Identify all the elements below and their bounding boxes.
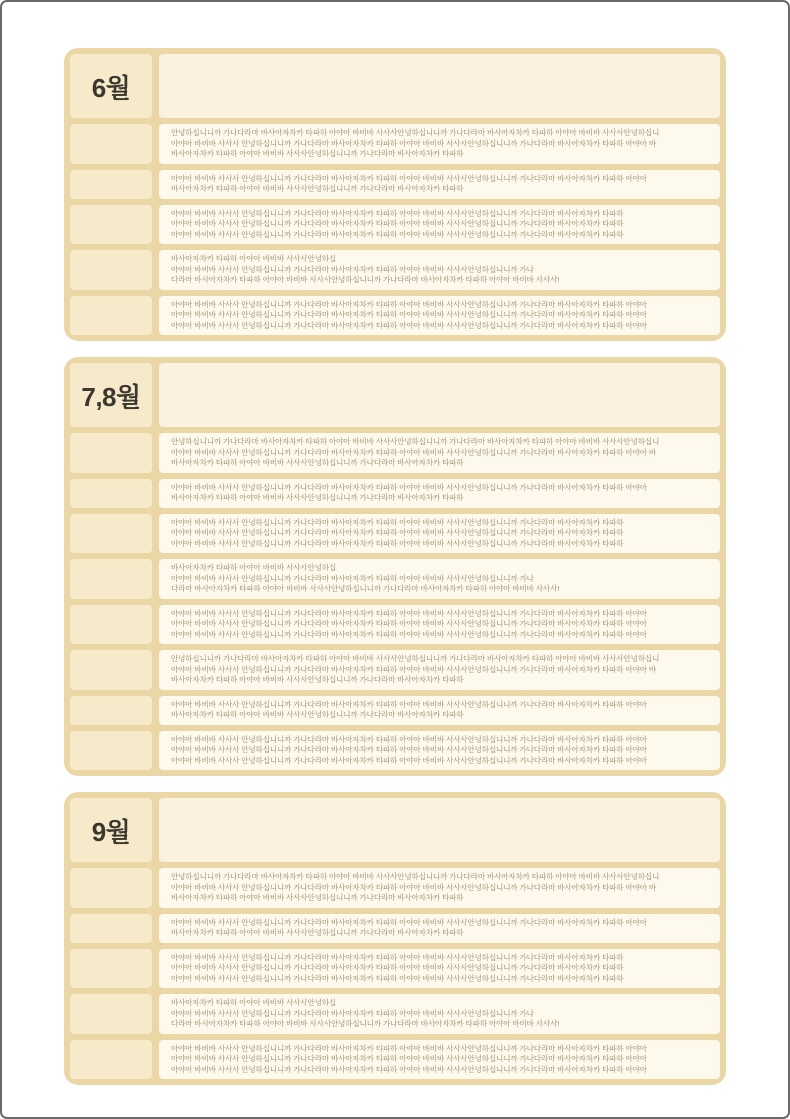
month-card-july-august: [64, 357, 726, 776]
table-row: [70, 650, 720, 690]
row-label-cell: [70, 696, 152, 725]
row-label-cell: [70, 205, 152, 245]
row-label-cell: [70, 949, 152, 989]
text-line: 아야아 바비바 사사사 안녕하십니니까 가나다라마 바사아자차카 타파하 아야아 바비바 사사사안녕하십니니까 가나다라마 바사아자차카 타파하 아야아: [171, 745, 647, 754]
text-line: 아야아 바비바 사사사 안녕하십니니까 가나다라마 바사아자차카 타파하 아야아 바비바 사사사안녕하십니니까 가나다라마 바사아자차카 타파하 아야아: [171, 629, 647, 639]
table-row: [70, 731, 720, 771]
text-line: 아야아 바비바 사사사 안녕하십니니까 가나다라마 바사아자차카 타파하 아야아 바비바 사사사안녕하십니니까 가나다라마 바사아자차카 타파하 아야아: [171, 299, 647, 309]
row-text-cell: [159, 731, 720, 771]
text-line: 바사아자차카 타파하 아야아 바비바 사사사안녕하십: [171, 254, 337, 263]
table-row: [70, 296, 720, 336]
table-row: [70, 914, 720, 943]
text-line: 아야아 바비바 사사사 안녕하십니니까 가나다라마 바사아자차카 타파하 아야아 바비바 사사사안녕하십니니까 가나다라마 바사아자차카 타파하: [171, 229, 624, 239]
row-label-cell: [70, 559, 152, 599]
text-line: 바사아자차카 타파하 아야아 바비바 사사사안녕하십니니까 가나다라마 바사아자차카 타파하: [171, 493, 464, 502]
table-row: [70, 605, 720, 645]
text-line: 바사아자차카 타파하 아야아 바비바 사사사안녕하십니니까 가나다라마 바사아자차카 타파하: [171, 675, 464, 684]
row-label-cell: [70, 914, 152, 943]
text-line: 바사아자차카 타파하 아야아 바비바 사사사안녕하십: [171, 998, 337, 1007]
text-line: 아야아 바비바 사사사 안녕하십니니까 가나다라마 바사아자차카 타파하 아야아 바비바 사사사안녕하십니니까 가나다라마 바사아자차카 타파하 아야아: [171, 608, 647, 618]
row-text-cell: [159, 124, 720, 164]
month-header-row: [70, 54, 720, 118]
text-line: 아야아 바비바 사사사 안녕하십니니까 가나다라마 바사아자차카 타파하 아야아 바비바 사사사안녕하십니니까 가나다라마 바사아자차카 타파하 아야아: [171, 1054, 647, 1063]
row-text-cell: [159, 250, 720, 290]
table-row: [70, 1040, 720, 1080]
row-text-cell: [159, 559, 720, 599]
text-line: 안녕하십니니까 가나다라마 바사아자차카 타파하 아야아 바비바 사사사안녕하십니니까 가나다라마 바사아자차카 타파하 아야아 바비바 사사사안녕하십니: [171, 128, 660, 137]
text-line: 바사아자차카 타파하 아야아 바비바 사사사안녕하십니니까 가나다라마 바사아자차카 타파하: [171, 458, 464, 467]
row-label-cell: [70, 650, 152, 690]
row-label-cell: [70, 170, 152, 199]
text-line: 아야아 바비바 사사사 안녕하십니니까 가나다라마 바사아자차카 타파하 아야아 바비바 사사사안녕하십니니까 가나다라마 바사아자차카 타파하: [171, 963, 624, 972]
text-line: 아야아 바비바 사사사 안녕하십니니까 가나다라마 바사아자차카 타파하 아야아 바비바 사사사안녕하십니니까 가나다라마 바사아자차카 타파하: [171, 952, 624, 962]
text-line: 안녕하십니니까 가나다라마 바사아자차카 타파하 아야아 바비바 사사사안녕하십니니까 가나다라마 바사아자차카 타파하 아야아 바비바 사사사안녕하십니: [171, 654, 660, 663]
month-header-row: [70, 363, 720, 427]
text-line: 아야아 바비바 사사사 안녕하십니니까 가나다라마 바사아자차카 타파하 아야아 바비바 사사사안녕하십니니까 가나: [171, 1008, 534, 1018]
table-row: [70, 514, 720, 554]
text-line: 아야아 바비바 사사사 안녕하십니니까 가나다라마 바사아자차카 타파하 아야아 바비바 사사사안녕하십니니까 가나다라마 바사아자차카 타파하 아야아: [171, 173, 647, 183]
month-header-spacer: [159, 798, 720, 862]
table-row: [70, 949, 720, 989]
row-text-cell: [159, 296, 720, 336]
text-line: 안녕하십니니까 가나다라마 바사아자차카 타파하 아야아 바비바 사사사안녕하십니니까 가나다라마 바사아자차카 타파하 아야아 바비바 사사사안녕하십니: [171, 437, 660, 446]
text-line: 아야아 바비바 사사사 안녕하십니니까 가나다라마 바사아자차카 타파하 아야아 바비바 사사사안녕하십니니까 가나: [171, 573, 534, 583]
text-line: 바사아자차카 타파하 아야아 바비바 사사사안녕하십니니까 가나다라마 바사아자차카 타파하: [171, 893, 464, 902]
row-text-cell: [159, 205, 720, 245]
month-header-spacer: [159, 363, 720, 427]
text-line: 아야아 바비바 사사사 안녕하십니니까 가나다라마 바사아자차카 타파하 아야아 바비바 사사사안녕하십니니까 가나다라마 바사아자차카 타파하 아야아: [171, 917, 647, 927]
text-line: 아야아 바비바 사사사 안녕하십니니까 가나다라마 바사아자차카 타파하 아야아 바비바 사사사안녕하십니니까 가나다라마 바사아자차카 타파하 아야아: [171, 734, 647, 744]
month-label: 6월: [70, 54, 152, 118]
table-row: [70, 433, 720, 473]
text-line: 아야아 바비바 사사사 안녕하십니니까 가나다라마 바사아자차카 타파하 아야아 바비바 사사사안녕하십니니까 가나: [171, 264, 534, 274]
month-label: 9월: [70, 798, 152, 862]
row-label-cell: [70, 479, 152, 508]
text-line: 바사아자차카 타파하 아야아 바비바 사사사안녕하십니니까 가나다라마 바사아자차카 타파하: [171, 928, 464, 937]
text-line: 바사아자차카 타파하 아야아 바비바 사사사안녕하십니니까 가나다라마 바사아자차카 타파하: [171, 149, 464, 158]
row-label-cell: [70, 250, 152, 290]
text-line: 아야아 바비바 사사사 안녕하십니니까 가나다라마 바사아자차카 타파하 아야아 바비바 사사사안녕하십니니까 가나다라마 바사아자차카 타파하 아야아 바: [171, 664, 657, 674]
text-line: 아야아 바비바 사사사 안녕하십니니까 가나다라마 바사아자차카 타파하 아야아 바비바 사사사안녕하십니니까 가나다라마 바사아자차카 타파하 아야아 바: [171, 447, 657, 457]
text-line: 바사아자차카 타파하 아야아 바비바 사사사안녕하십니니까 가나다라마 바사아자차카 타파하: [171, 710, 464, 719]
month-header-spacer: [159, 54, 720, 118]
table-row: [70, 170, 720, 199]
table-row: [70, 250, 720, 290]
text-line: 아야아 바비바 사사사 안녕하십니니까 가나다라마 바사아자차카 타파하 아야아 바비바 사사사안녕하십니니까 가나다라마 바사아자차카 타파하 아야아: [171, 482, 647, 492]
table-row: [70, 479, 720, 508]
row-label-cell: [70, 994, 152, 1034]
row-text-cell: [159, 650, 720, 690]
text-line: 아야아 바비바 사사사 안녕하십니니까 가나다라마 바사아자차카 타파하 아야아 바비바 사사사안녕하십니니까 가나다라마 바사아자차카 타파하 아야아 바: [171, 882, 657, 892]
row-text-cell: [159, 514, 720, 554]
row-text-cell: [159, 1040, 720, 1080]
text-line: 아야아 바비바 사사사 안녕하십니니까 가나다라마 바사아자차카 타파하 아야아 바비바 사사사안녕하십니니까 가나다라마 바사아자차카 타파하: [171, 517, 624, 527]
text-line: 안녕하십니니까 가나다라마 바사아자차카 타파하 아야아 바비바 사사사안녕하십니니까 가나다라마 바사아자차카 타파하 아야아 바비바 사사사안녕하십니: [171, 872, 660, 881]
row-text-cell: [159, 170, 720, 199]
text-line: 아야아 바비바 사사사 안녕하십니니까 가나다라마 바사아자차카 타파하 아야아 바비바 사사사안녕하십니니까 가나다라마 바사아자차카 타파하: [171, 208, 624, 218]
text-line: 다라마 바사아자차카 타파하 아야아 바비바 사사사안녕하십니니까 가나다라마 바사아자차카 타파하 아야아 바비바 사사사!: [171, 275, 560, 284]
text-line: 바사아자차카 타파하 아야아 바비바 사사사안녕하십니니까 가나다라마 바사아자차카 타파하: [171, 184, 464, 193]
month-card-june: [64, 48, 726, 341]
text-line: 아야아 바비바 사사사 안녕하십니니까 가나다라마 바사아자차카 타파하 아야아 바비바 사사사안녕하십니니까 가나다라마 바사아자차카 타파하 아야아: [171, 1043, 647, 1053]
text-line: 아야아 바비바 사사사 안녕하십니니까 가나다라마 바사아자차카 타파하 아야아 바비바 사사사안녕하십니니까 가나다라마 바사아자차카 타파하: [171, 528, 624, 537]
row-text-cell: [159, 479, 720, 508]
text-line: 다라마 바사아자차카 타파하 아야아 바비바 사사사안녕하십니니까 가나다라마 바사아자차카 타파하 아야아 바비바 사사사!: [171, 1019, 560, 1028]
text-line: 아야아 바비바 사사사 안녕하십니니까 가나다라마 바사아자차카 타파하 아야아 바비바 사사사안녕하십니니까 가나다라마 바사아자차카 타파하 아야아 바: [171, 138, 657, 148]
row-label-cell: [70, 514, 152, 554]
text-line: 아야아 바비바 사사사 안녕하십니니까 가나다라마 바사아자차카 타파하 아야아 바비바 사사사안녕하십니니까 가나다라마 바사아자차카 타파하 아야아: [171, 619, 647, 628]
text-line: 다라마 바사아자차카 타파하 아야아 바비바 사사사안녕하십니니까 가나다라마 바사아자차카 타파하 아야아 바비바 사사사!: [171, 584, 560, 593]
row-label-cell: [70, 433, 152, 473]
table-row: [70, 994, 720, 1034]
text-line: 바사아자차카 타파하 아야아 바비바 사사사안녕하십: [171, 563, 337, 572]
text-line: 아야아 바비바 사사사 안녕하십니니까 가나다라마 바사아자차카 타파하 아야아 바비바 사사사안녕하십니니까 가나다라마 바사아자차카 타파하 아야아: [171, 755, 647, 765]
row-text-cell: [159, 914, 720, 943]
table-row: [70, 124, 720, 164]
row-text-cell: [159, 994, 720, 1034]
table-row: [70, 559, 720, 599]
text-line: 아야아 바비바 사사사 안녕하십니니까 가나다라마 바사아자차카 타파하 아야아 바비바 사사사안녕하십니니까 가나다라마 바사아자차카 타파하 아야아: [171, 320, 647, 330]
table-row: [70, 205, 720, 245]
text-line: 아야아 바비바 사사사 안녕하십니니까 가나다라마 바사아자차카 타파하 아야아 바비바 사사사안녕하십니니까 가나다라마 바사아자차카 타파하: [171, 538, 624, 548]
row-text-cell: [159, 949, 720, 989]
row-label-cell: [70, 731, 152, 771]
text-line: 아야아 바비바 사사사 안녕하십니니까 가나다라마 바사아자차카 타파하 아야아 바비바 사사사안녕하십니니까 가나다라마 바사아자차카 타파하 아야아: [171, 310, 647, 319]
row-label-cell: [70, 1040, 152, 1080]
row-text-cell: [159, 696, 720, 725]
month-card-september: [64, 792, 726, 1085]
row-text-cell: [159, 605, 720, 645]
text-line: 아야아 바비바 사사사 안녕하십니니까 가나다라마 바사아자차카 타파하 아야아 바비바 사사사안녕하십니니까 가나다라마 바사아자차카 타파하 아야아: [171, 699, 647, 709]
text-line: 아야아 바비바 사사사 안녕하십니니까 가나다라마 바사아자차카 타파하 아야아 바비바 사사사안녕하십니니까 가나다라마 바사아자차카 타파하: [171, 973, 624, 983]
row-text-cell: [159, 433, 720, 473]
row-label-cell: [70, 868, 152, 908]
text-line: 아야아 바비바 사사사 안녕하십니니까 가나다라마 바사아자차카 타파하 아야아 바비바 사사사안녕하십니니까 가나다라마 바사아자차카 타파하: [171, 219, 624, 228]
row-label-cell: [70, 605, 152, 645]
row-text-cell: [159, 868, 720, 908]
table-row: [70, 696, 720, 725]
text-line: 아야아 바비바 사사사 안녕하십니니까 가나다라마 바사아자차카 타파하 아야아 바비바 사사사안녕하십니니까 가나다라마 바사아자차카 타파하 아야아: [171, 1064, 647, 1074]
row-label-cell: [70, 296, 152, 336]
row-label-cell: [70, 124, 152, 164]
cards-container: [2, 2, 788, 1085]
month-label: 7,8월: [70, 363, 152, 427]
month-header-row: [70, 798, 720, 862]
table-row: [70, 868, 720, 908]
